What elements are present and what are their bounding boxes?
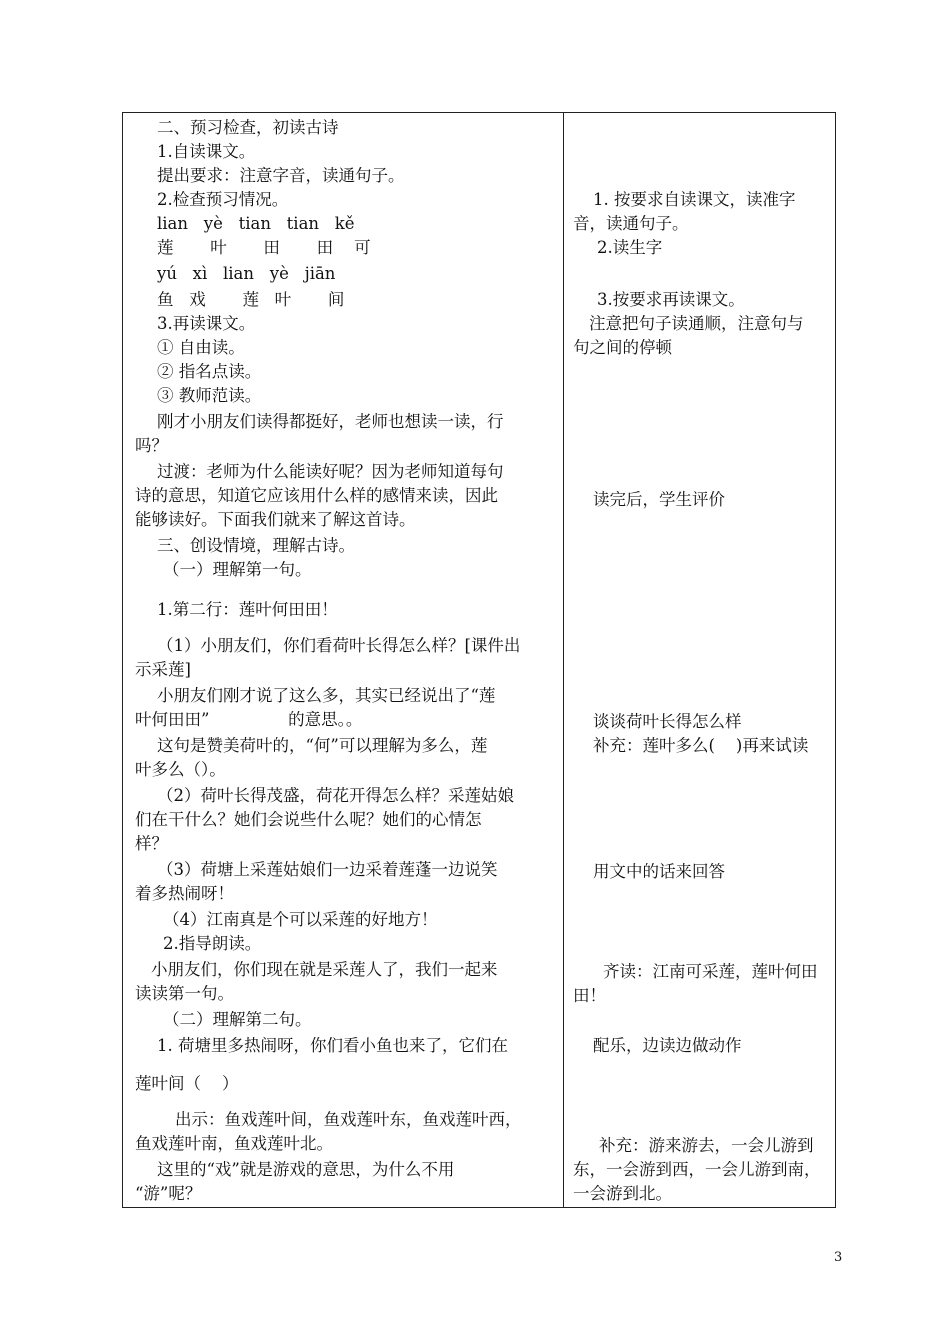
left-line: 2.指导朗读。 <box>163 934 262 953</box>
left-line: lian yè tian tian kě <box>157 214 355 233</box>
page-number: 3 <box>834 1250 843 1265</box>
left-line: 鱼 戏 莲 叶 间 <box>157 290 345 309</box>
left-line: （1）小朋友们，你们看荷叶长得怎么样？[课件出 <box>157 636 521 655</box>
left-line: 过渡：老师为什么能读好呢？因为老师知道每句 <box>157 462 504 481</box>
left-line: 读读第一句。 <box>135 984 234 1003</box>
left-line: 提出要求：注意字音，读通句子。 <box>157 166 405 185</box>
left-line: 1.自读课文。 <box>157 142 256 161</box>
right-line: 一会游到北。 <box>573 1184 672 1203</box>
left-line: 样？ <box>135 834 168 853</box>
left-line: 吗？ <box>135 436 168 455</box>
left-line: 叶何田田” 的意思。。 <box>135 710 363 729</box>
left-line: 莲叶间（ ） <box>135 1074 239 1093</box>
right-line: 音，读通句子。 <box>573 214 689 233</box>
left-line: 出示：鱼戏莲叶间，鱼戏莲叶东，鱼戏莲叶西， <box>175 1110 522 1129</box>
column-divider <box>563 113 564 1207</box>
left-line: ③ 教师范读。 <box>157 386 262 405</box>
right-line: 用文中的话来回答 <box>593 862 725 881</box>
left-line: 2.检查预习情况。 <box>157 190 289 209</box>
left-line: （一）理解第一句。 <box>163 560 312 579</box>
left-line: 刚才小朋友们读得都挺好，老师也想读一读，行 <box>157 412 504 431</box>
left-line: 着多热闹呀！ <box>135 884 234 903</box>
right-line: 句之间的停顿 <box>573 338 672 357</box>
left-line: 能够读好。下面我们就来了解这首诗。 <box>135 510 416 529</box>
right-line: 2.读生字 <box>597 238 663 257</box>
right-line: 3.按要求再读课文。 <box>597 290 745 309</box>
left-line: 示采莲] <box>135 660 191 679</box>
left-line: ② 指名点读。 <box>157 362 262 381</box>
left-line: ① 自由读。 <box>157 338 245 357</box>
left-line: 3.再读课文。 <box>157 314 256 333</box>
left-line: 1. 荷塘里多热闹呀，你们看小鱼也来了，它们在 <box>157 1036 508 1055</box>
left-line: 小朋友们刚才说了这么多，其实已经说出了“莲 <box>157 686 496 705</box>
left-line: yú xì lian yè jiān <box>157 264 336 283</box>
right-line: 齐读：江南可采莲，莲叶何田 <box>603 962 818 981</box>
left-line: （4）江南真是个可以采莲的好地方！ <box>163 910 438 929</box>
right-line: 补充：莲叶多么( )再来试读 <box>593 736 809 755</box>
left-line: 1.第二行：莲叶何田田！ <box>157 600 338 619</box>
left-line: “游”呢？ <box>135 1184 202 1203</box>
right-line: 配乐，边读边做动作 <box>593 1036 742 1055</box>
right-line: 注意把句子读通顺，注意句与 <box>589 314 804 333</box>
left-line: 二、预习检查，初读古诗 <box>157 118 339 137</box>
left-line: 们在干什么？她们会说些什么呢？她们的心情怎 <box>135 810 482 829</box>
right-line: 读完后，学生评价 <box>593 490 725 509</box>
right-line: 东，一会游到西，一会儿游到南， <box>573 1160 821 1179</box>
left-line: 鱼戏莲叶南，鱼戏莲叶北。 <box>135 1134 333 1153</box>
left-line: 三、创设情境，理解古诗。 <box>157 536 355 555</box>
left-line: 这句是赞美荷叶的，“何”可以理解为多么，莲 <box>157 736 488 755</box>
lesson-table <box>122 112 836 1208</box>
right-line: 补充：游来游去，一会儿游到 <box>599 1136 814 1155</box>
left-line: （二）理解第二句。 <box>163 1010 312 1029</box>
left-line: 莲 叶 田 田 可 <box>157 238 371 257</box>
right-line: 谈谈荷叶长得怎么样 <box>593 712 742 731</box>
left-line: （2）荷叶长得茂盛，荷花开得怎么样？采莲姑娘 <box>157 786 514 805</box>
left-line: （3）荷塘上采莲姑娘们一边采着莲蓬一边说笑 <box>157 860 498 879</box>
left-line: 诗的意思，知道它应该用什么样的感情来读，因此 <box>135 486 498 505</box>
right-line: 1. 按要求自读课文，读准字 <box>593 190 796 209</box>
right-line: 田！ <box>573 986 606 1005</box>
left-line: 叶多么（）。 <box>135 760 226 779</box>
left-line: 小朋友们，你们现在就是采莲人了，我们一起来 <box>151 960 498 979</box>
left-line: 这里的“戏”就是游戏的意思，为什么不用 <box>157 1160 455 1179</box>
